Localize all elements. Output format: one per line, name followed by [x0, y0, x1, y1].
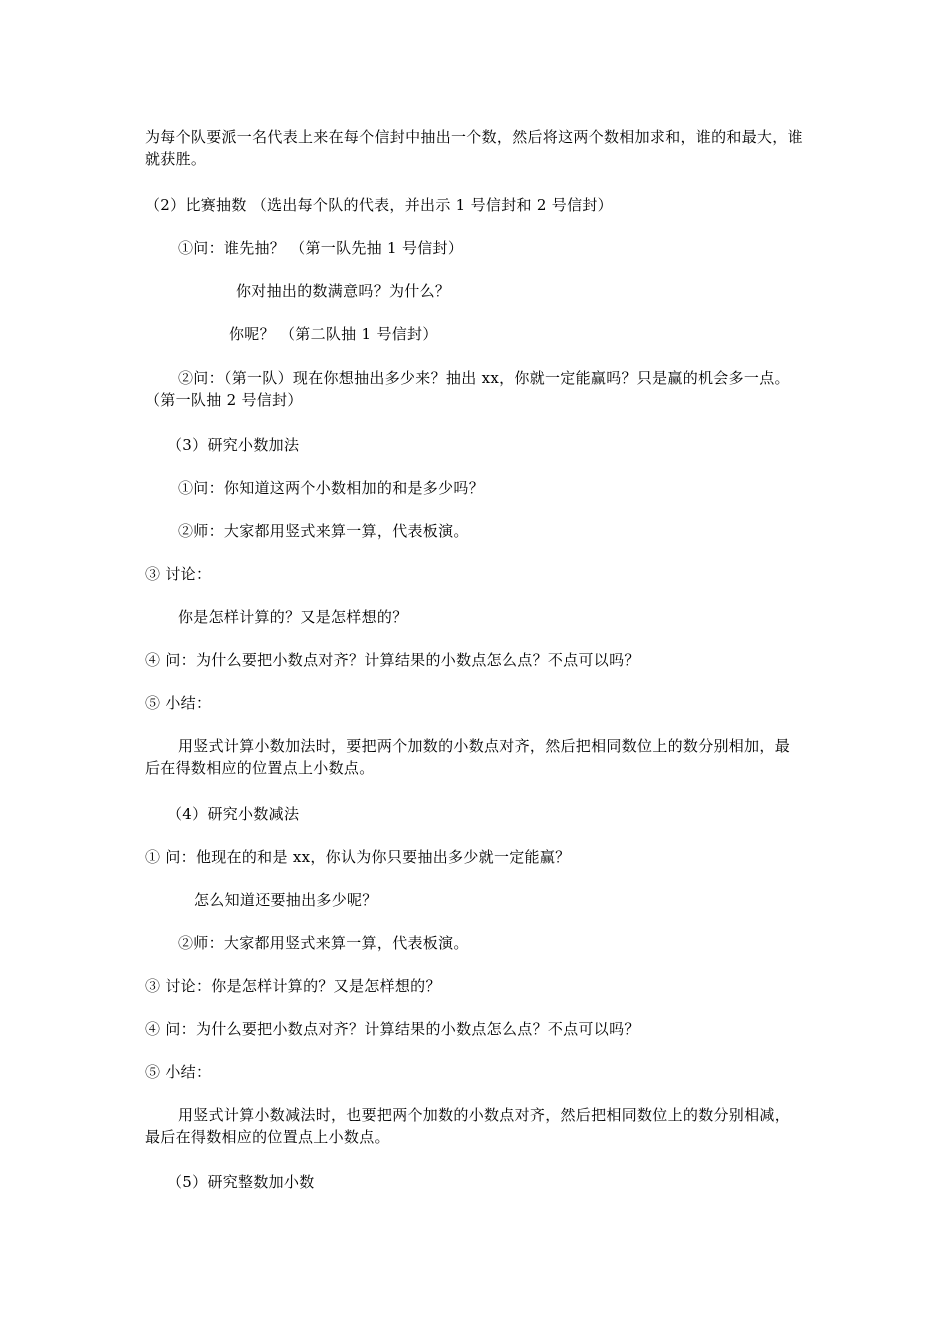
subtraction-summary-label: ⑤ 小结： [145, 1063, 212, 1081]
addition-summary: 用竖式计算小数加法时，要把两个加数的小数点对齐，然后把相同数位上的数分别相加，最后在得数相应的位置点上小数点。 [145, 737, 791, 777]
paragraph-intro: 为每个队要派一名代表上来在每个信封中抽出一个数，然后将这两个数相加求和，谁的和最大，谁就获胜。 [145, 128, 803, 168]
addition-q2: ②师：大家都用竖式来算一算，代表板演。 [178, 522, 469, 540]
heading-3: （3）研究小数加法 [167, 436, 300, 454]
subtraction-q1-followup: 怎么知道还要抽出多少呢？ [194, 891, 378, 909]
heading-4: （4）研究小数减法 [167, 805, 300, 823]
heading-5: （5）研究整数加小数 [167, 1173, 315, 1191]
addition-summary-label: ⑤ 小结： [145, 694, 212, 712]
heading-2: （2）比赛抽数 （选出每个队的代表，并出示 1 号信封和 2 号信封） [145, 196, 613, 214]
subtraction-q1: ① 问：他现在的和是 xx，你认为你只要抽出多少就一定能赢？ [145, 848, 571, 866]
subtraction-discuss: ③ 讨论：你是怎样计算的？又是怎样想的？ [145, 977, 441, 995]
addition-discuss-detail: 你是怎样计算的？又是怎样想的？ [178, 608, 408, 626]
question-2: ②问：（第一队）现在你想抽出多少来？抽出 xx，你就一定能赢吗？只是赢的机会多一点。（第一队抽 2 号信封） [145, 369, 790, 409]
addition-discuss: ③ 讨论： [145, 565, 212, 583]
addition-q4: ④ 问：为什么要把小数点对齐？计算结果的小数点怎么点？不点可以吗？ [145, 651, 640, 669]
question-1-followup: 你对抽出的数满意吗？为什么？ [236, 282, 451, 300]
subtraction-q4: ④ 问：为什么要把小数点对齐？计算结果的小数点怎么点？不点可以吗？ [145, 1020, 640, 1038]
question-1: ①问：谁先抽？ （第一队先抽 1 号信封） [178, 239, 464, 257]
question-1-team2: 你呢？ （第二队抽 1 号信封） [229, 325, 438, 343]
subtraction-summary: 用竖式计算小数减法时，也要把两个加数的小数点对齐，然后把相同数位上的数分别相减，最后在得数相应的位置点上小数点。 [145, 1106, 791, 1146]
subtraction-q2: ②师：大家都用竖式来算一算，代表板演。 [178, 934, 469, 952]
addition-q1: ①问：你知道这两个小数相加的和是多少吗？ [178, 479, 485, 497]
